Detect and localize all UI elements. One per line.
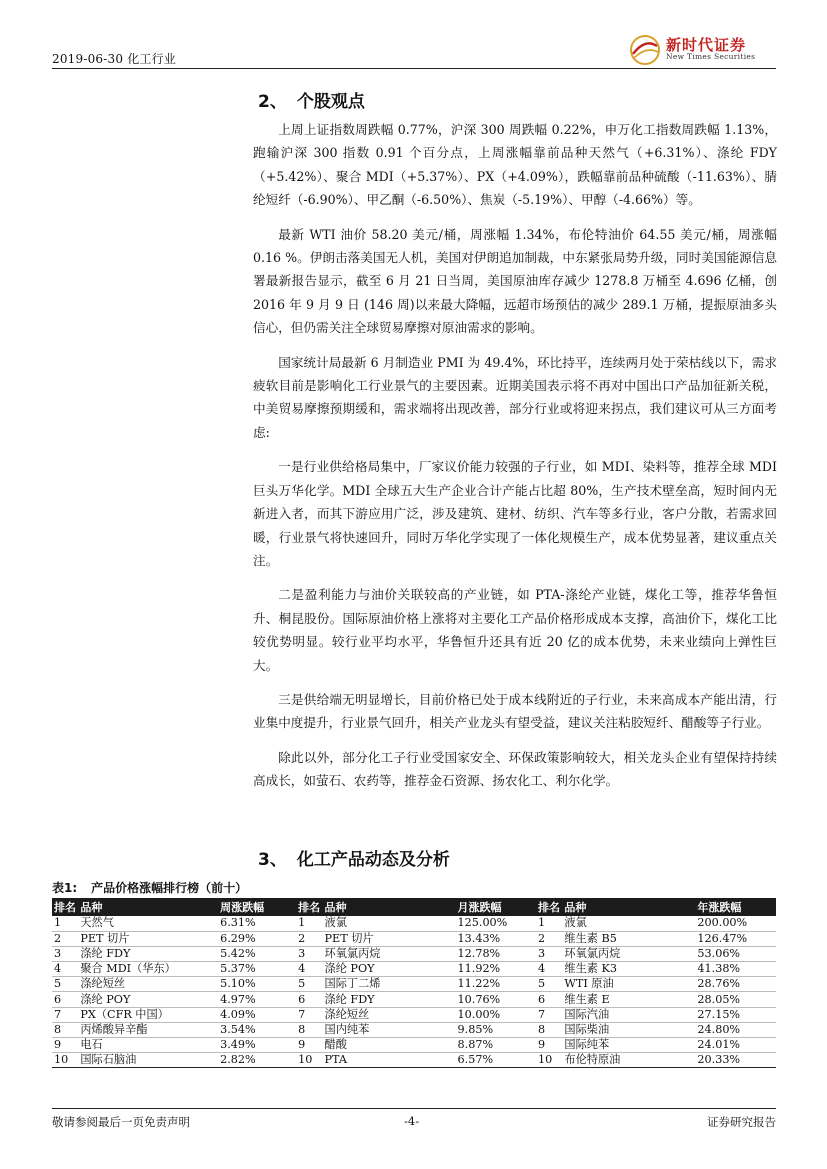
- cell-weekly-product: 聚合 MDI（华东）: [78, 962, 218, 977]
- cell-weekly-change: 6.31%: [218, 916, 296, 931]
- cell-weekly-product: 丙烯酸异辛酯: [78, 1022, 218, 1037]
- price-ranking-table: [52, 898, 776, 1068]
- section-3-number: 3、: [258, 850, 287, 870]
- header-weekly-rank: 排名: [52, 898, 78, 916]
- cell-yearly-change: 24.80%: [695, 1022, 776, 1037]
- cell-monthly-product: 环氧氯丙烷: [323, 946, 456, 961]
- cell-monthly-change: 11.22%: [456, 977, 537, 992]
- cell-yearly-product: 维生素 E: [562, 992, 695, 1007]
- cell-monthly-rank: 9: [296, 1038, 322, 1053]
- cell-monthly-change: 10.00%: [456, 1007, 537, 1022]
- cell-weekly-rank: 7: [52, 1007, 78, 1022]
- cell-yearly-change: 24.01%: [695, 1038, 776, 1053]
- logo-mark-icon: [628, 34, 662, 66]
- cell-weekly-change: 5.37%: [218, 962, 296, 977]
- cell-monthly-product: PTA: [323, 1053, 456, 1068]
- cell-weekly-change: 5.42%: [218, 946, 296, 961]
- table-header-row: [52, 898, 776, 916]
- paragraph-point-two: 二是盈利能力与油价关联较高的产业链，如 PTA-涤纶产业链，煤化工等，推荐华鲁恒升、桐昆股份。国际原油价格上涨将对主要化工产品价格形成成本支撑，高油价下，煤化工比较优势明显。较行业平均水平，华鲁恒升还具有近 20 亿的成本优势，未来业绩向上弹性巨大。: [253, 587, 777, 673]
- cell-yearly-rank: 9: [536, 1038, 562, 1053]
- cell-monthly-rank: 8: [296, 1022, 322, 1037]
- cell-weekly-product: PET 切片: [78, 931, 218, 946]
- cell-weekly-product: 涤纶 POY: [78, 992, 218, 1007]
- cell-weekly-change: 6.29%: [218, 931, 296, 946]
- table-row: [52, 1022, 776, 1037]
- header-monthly-change: 月涨跌幅: [456, 898, 537, 916]
- cell-monthly-rank: 3: [296, 946, 322, 961]
- section-2-number: 2、: [258, 92, 287, 112]
- cell-yearly-rank: 2: [536, 931, 562, 946]
- cell-yearly-product: 维生素 K3: [562, 962, 695, 977]
- footer-disclaimer-note: 敬请参阅最后一页免责声明: [52, 1115, 190, 1129]
- cell-monthly-change: 13.43%: [456, 931, 537, 946]
- table-row: [52, 931, 776, 946]
- cell-weekly-rank: 6: [52, 992, 78, 1007]
- paragraph-point-one: 一是行业供给格局集中，厂家议价能力较强的子行业，如 MDI、染料等，推荐全球 MDI 巨头万华化学。MDI 全球五大生产企业合计产能占比超 80%，生产技术壁垒高，短时间内无新进入者，而其下游应用广泛，涉及建筑、建材、纺织、汽车等多行业，客户分散，若需求回暖，行业景气将快速回升，同时万华化学实现了一体化规模生产，成本优势显著，建议重点关注。: [253, 459, 777, 568]
- section-2-body: [253, 118, 777, 804]
- cell-weekly-product: PX（CFR 中国）: [78, 1007, 218, 1022]
- table-row: [52, 1038, 776, 1053]
- cell-yearly-change: 27.15%: [695, 1007, 776, 1022]
- footer-report-type: 证券研究报告: [707, 1115, 776, 1129]
- cell-yearly-change: 28.05%: [695, 992, 776, 1007]
- cell-weekly-product: 涤纶 FDY: [78, 946, 218, 961]
- section-2-heading: [258, 87, 365, 112]
- cell-monthly-rank: 2: [296, 931, 322, 946]
- cell-monthly-change: 12.78%: [456, 946, 537, 961]
- cell-monthly-product: 国际丁二烯: [323, 977, 456, 992]
- company-logo: [628, 34, 776, 66]
- cell-yearly-rank: 4: [536, 962, 562, 977]
- paragraph-others: 除此以外，部分化工子行业受国家安全、环保政策影响较大，相关龙头企业有望保持持续高成长，如萤石、农药等，推荐金石资源、扬农化工、利尔化学。: [253, 749, 777, 789]
- cell-yearly-rank: 7: [536, 1007, 562, 1022]
- cell-weekly-product: 国际石脑油: [78, 1053, 218, 1068]
- paragraph-market-review: 上周上证指数周跌幅 0.77%，沪深 300 周跌幅 0.22%，申万化工指数周跌幅 1.13%，跑输沪深 300 指数 0.91 个百分点，上周涨幅靠前品种天然气（+6.31%）、涤纶 FDY（+5.42%）、聚合 MDI（+5.37%）、PX（+4.09%），跌幅靠前品种硫酸（-11.63%）、腈纶短纤（-6.90%）、甲乙酮（-6.50%）、焦炭（-5.19%）、甲醇（-4.66%）等。: [253, 122, 777, 208]
- cell-weekly-rank: 5: [52, 977, 78, 992]
- cell-monthly-change: 8.87%: [456, 1038, 537, 1053]
- table-caption-text: 产品价格涨幅排行榜（前十）: [91, 881, 248, 895]
- paragraph-pmi: 国家统计局最新 6 月制造业 PMI 为 49.4%，环比持平，连续两月处于荣枯线以下，需求疲软目前是影响化工行业景气的主要因素。近期美国表示将不再对中国出口产品加征新关税，中美贸易摩擦预期缓和，需求端将出现改善，部分行业或将迎来拐点，我们建议可从三方面考虑:: [253, 354, 777, 440]
- cell-yearly-change: 28.76%: [695, 977, 776, 992]
- cell-weekly-change: 2.82%: [218, 1053, 296, 1068]
- cell-yearly-product: 国际柴油: [562, 1022, 695, 1037]
- header-yearly-rank: 排名: [536, 898, 562, 916]
- cell-yearly-product: WTI 原油: [562, 977, 695, 992]
- cell-weekly-change: 5.10%: [218, 977, 296, 992]
- cell-monthly-product: 液氯: [323, 916, 456, 931]
- cell-monthly-product: 涤纶 FDY: [323, 992, 456, 1007]
- cell-weekly-change: 3.54%: [218, 1022, 296, 1037]
- cell-yearly-product: 液氯: [562, 916, 695, 931]
- cell-weekly-rank: 2: [52, 931, 78, 946]
- cell-yearly-product: 布伦特原油: [562, 1053, 695, 1068]
- cell-monthly-rank: 5: [296, 977, 322, 992]
- cell-monthly-rank: 10: [296, 1053, 322, 1068]
- table-row: [52, 946, 776, 961]
- cell-monthly-change: 10.76%: [456, 992, 537, 1007]
- cell-yearly-product: 环氧氯丙烷: [562, 946, 695, 961]
- cell-weekly-rank: 4: [52, 962, 78, 977]
- cell-weekly-change: 4.97%: [218, 992, 296, 1007]
- cell-monthly-rank: 6: [296, 992, 322, 1007]
- cell-weekly-product: 电石: [78, 1038, 218, 1053]
- table-row: [52, 1007, 776, 1022]
- cell-weekly-rank: 1: [52, 916, 78, 931]
- cell-yearly-product: 国际纯苯: [562, 1038, 695, 1053]
- cell-weekly-product: 天然气: [78, 916, 218, 931]
- header-weekly-product: 品种: [78, 898, 218, 916]
- cell-weekly-rank: 8: [52, 1022, 78, 1037]
- cell-monthly-product: 涤纶 POY: [323, 962, 456, 977]
- cell-yearly-rank: 10: [536, 1053, 562, 1068]
- page-number: -4-: [404, 1114, 420, 1128]
- cell-weekly-change: 4.09%: [218, 1007, 296, 1022]
- table-row: [52, 962, 776, 977]
- cell-yearly-product: 维生素 B5: [562, 931, 695, 946]
- header-divider: [52, 68, 776, 69]
- cell-yearly-rank: 8: [536, 1022, 562, 1037]
- cell-yearly-change: 53.06%: [695, 946, 776, 961]
- cell-monthly-product: 涤纶短丝: [323, 1007, 456, 1022]
- cell-weekly-rank: 3: [52, 946, 78, 961]
- cell-yearly-change: 41.38%: [695, 962, 776, 977]
- cell-weekly-change: 3.49%: [218, 1038, 296, 1053]
- cell-yearly-rank: 3: [536, 946, 562, 961]
- header-yearly-change: 年涨跌幅: [695, 898, 776, 916]
- cell-yearly-product: 国际汽油: [562, 1007, 695, 1022]
- table-row: [52, 977, 776, 992]
- cell-monthly-rank: 1: [296, 916, 322, 931]
- cell-monthly-product: PET 切片: [323, 931, 456, 946]
- cell-monthly-change: 125.00%: [456, 916, 537, 931]
- section-2-title: 个股观点: [296, 92, 365, 112]
- cell-monthly-rank: 4: [296, 962, 322, 977]
- cell-yearly-change: 20.33%: [695, 1053, 776, 1068]
- table-body: [52, 916, 776, 1068]
- cell-monthly-change: 9.85%: [456, 1022, 537, 1037]
- header-date-industry: 2019-06-30 化工行业: [52, 52, 177, 66]
- header-weekly-change: 周涨跌幅: [218, 898, 296, 916]
- page-header: [52, 36, 776, 68]
- cell-monthly-change: 6.57%: [456, 1053, 537, 1068]
- footer-divider: [52, 1108, 776, 1109]
- cell-weekly-rank: 10: [52, 1053, 78, 1068]
- header-monthly-product: 品种: [323, 898, 456, 916]
- header-yearly-product: 品种: [562, 898, 695, 916]
- table-caption: [52, 879, 247, 896]
- cell-yearly-rank: 6: [536, 992, 562, 1007]
- cell-weekly-rank: 9: [52, 1038, 78, 1053]
- cell-yearly-change: 200.00%: [695, 916, 776, 931]
- table-row: [52, 916, 776, 931]
- section-3-title: 化工产品动态及分析: [296, 850, 450, 870]
- paragraph-point-three: 三是供给端无明显增长，目前价格已处于成本线附近的子行业，未来高成本产能出清，行业集中度提升，行业景气回升，相关产业龙头有望受益，建议关注粘胶短纤、醋酸等子行业。: [253, 691, 777, 731]
- cell-weekly-product: 涤纶短丝: [78, 977, 218, 992]
- cell-yearly-rank: 1: [536, 916, 562, 931]
- table-caption-number: 表1:: [52, 881, 78, 895]
- table-row: [52, 1053, 776, 1068]
- paragraph-oil-price: 最新 WTI 油价 58.20 美元/桶，周涨幅 1.34%，布伦特油价 64.55 美元/桶，周涨幅 0.16 %。伊朗击落美国无人机，美国对伊朗追加制裁，中东紧张局势升级，同时美国能源信息署最新报告显示，截至 6 月 21 日当周，美国原油库存减少 1278.8 万桶至 4.696 亿桶，创 2016 年 9 月 9 日 (146 周)以来最大降幅，远超市场预估的减少 289.1 万桶，提振原油多头信心，但仍需关注全球贸易摩擦对原油需求的影响。: [253, 226, 777, 336]
- cell-monthly-product: 醋酸: [323, 1038, 456, 1053]
- logo-chinese-name: 新时代证券: [666, 36, 747, 54]
- logo-english-name: New Times Securities: [666, 52, 756, 61]
- cell-yearly-rank: 5: [536, 977, 562, 992]
- cell-yearly-change: 126.47%: [695, 931, 776, 946]
- header-monthly-rank: 排名: [296, 898, 322, 916]
- table-row: [52, 992, 776, 1007]
- cell-monthly-change: 11.92%: [456, 962, 537, 977]
- cell-monthly-product: 国内纯苯: [323, 1022, 456, 1037]
- cell-monthly-rank: 7: [296, 1007, 322, 1022]
- section-3-heading: [258, 845, 450, 870]
